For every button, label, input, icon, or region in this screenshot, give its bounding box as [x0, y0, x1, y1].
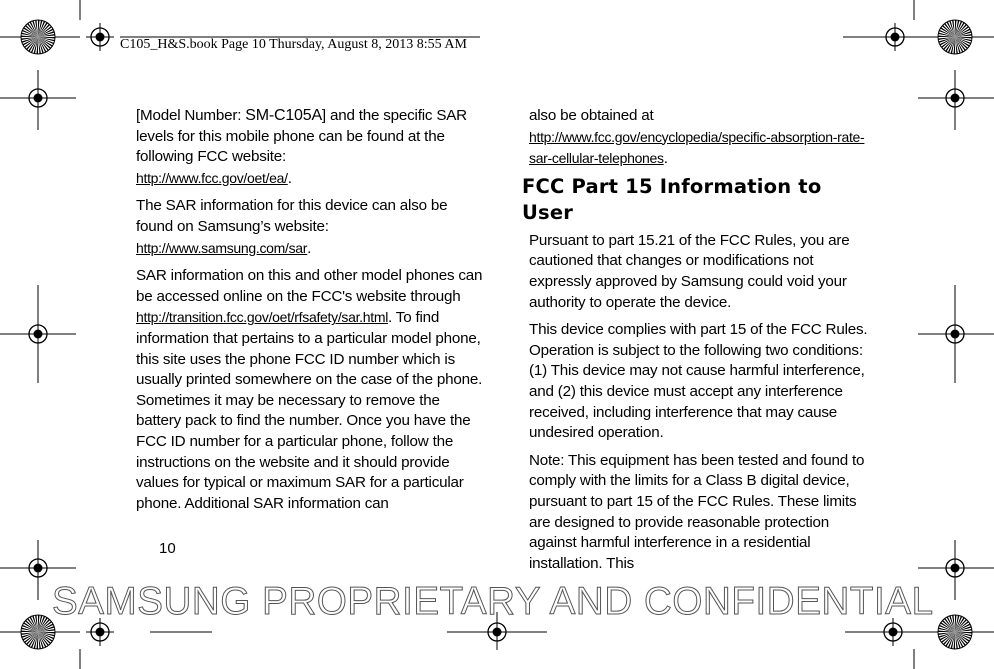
part15-compliance-paragraph: This device complies with part 15 of the FCC Rules. Operation is subject to the following two conditions: (1) This device may not cause harmful interference, and (2) this device must accept any interference received, including interference that may cause undesired operation.: [529, 321, 868, 442]
starburst-target-icon: [21, 615, 55, 649]
text: .: [307, 239, 312, 257]
model-number: SM-C105A: [245, 107, 322, 124]
text: SAR information on this and other model phones can be accessed online on the FCC's website through: [136, 267, 483, 305]
right-column: [522, 106, 879, 581]
registration-mark-icon: [24, 554, 52, 582]
confidential-watermark: SAMSUNG PROPRIETARY AND CONFIDENTIAL: [52, 580, 934, 623]
fcc-oet-link[interactable]: http://www.fcc.gov/oet/ea/: [136, 169, 288, 186]
page-number: 10: [159, 540, 176, 557]
sar-info-paragraph: [136, 266, 488, 514]
starburst-target-icon: [21, 20, 55, 54]
left-column: [136, 106, 488, 521]
text: ] and the specific SAR levels for this mobile phone can be found at the following FCC website:: [136, 107, 467, 166]
registration-mark-icon: [941, 554, 969, 582]
class-b-note-paragraph: Note: This equipment has been tested and found to comply with the limits for a Class B digital device, pursuant to part 15 of the FCC Rules. These limits are designed to provide reasonable protection against harmful interference in a residential installation. This: [529, 451, 865, 572]
starburst-target-icon: [938, 20, 972, 54]
part15-21-paragraph: Pursuant to part 15.21 of the FCC Rules, you are cautioned that changes or modifications not expressly approved by Samsung could void your authority to operate the device.: [529, 231, 850, 311]
text: . To find information that pertains to a particular model phone, this site uses the phone FCC ID number which is usually printed somewhere on the case of the phone. Sometimes it may be necessary to remove the battery pack to find the number. Once you have the FCC ID number for a particular phone, follow the instructions on the website and it should provide values for typical or maximum SAR for a particular phone. Additional SAR information can: [136, 309, 483, 512]
registration-mark-icon: [941, 320, 969, 348]
model-paragraph: [136, 106, 488, 189]
text: .: [287, 169, 292, 187]
registration-mark-icon: [24, 84, 52, 112]
registration-mark-icon: [24, 320, 52, 348]
text: also be obtained at: [529, 107, 654, 124]
book-header: C105_H&S.book Page 10 Thursday, August 8, 2013 8:55 AM: [120, 37, 467, 52]
text: [Model Number:: [136, 107, 246, 124]
text: The SAR information for this device can also be found on Samsung’s website:: [136, 197, 448, 235]
sar-obtained-paragraph: [529, 106, 879, 170]
registration-mark-icon: [881, 23, 909, 51]
samsung-sar-link[interactable]: http://www.samsung.com/sar: [136, 239, 308, 256]
samsung-sar-paragraph: [136, 196, 488, 259]
registration-mark-icon: [86, 23, 114, 51]
fcc-encyclopedia-link[interactable]: http://www.fcc.gov/encyclopedia/specific-absorption-rate-sar-cellular-telephones: [529, 128, 865, 167]
registration-mark-icon: [941, 84, 969, 112]
fcc-rfsafety-link[interactable]: http://transition.fcc.gov/oet/rfsafety/sar.html: [136, 309, 389, 326]
section-heading: FCC Part 15 Information to User: [522, 174, 822, 224]
text: .: [663, 150, 668, 168]
